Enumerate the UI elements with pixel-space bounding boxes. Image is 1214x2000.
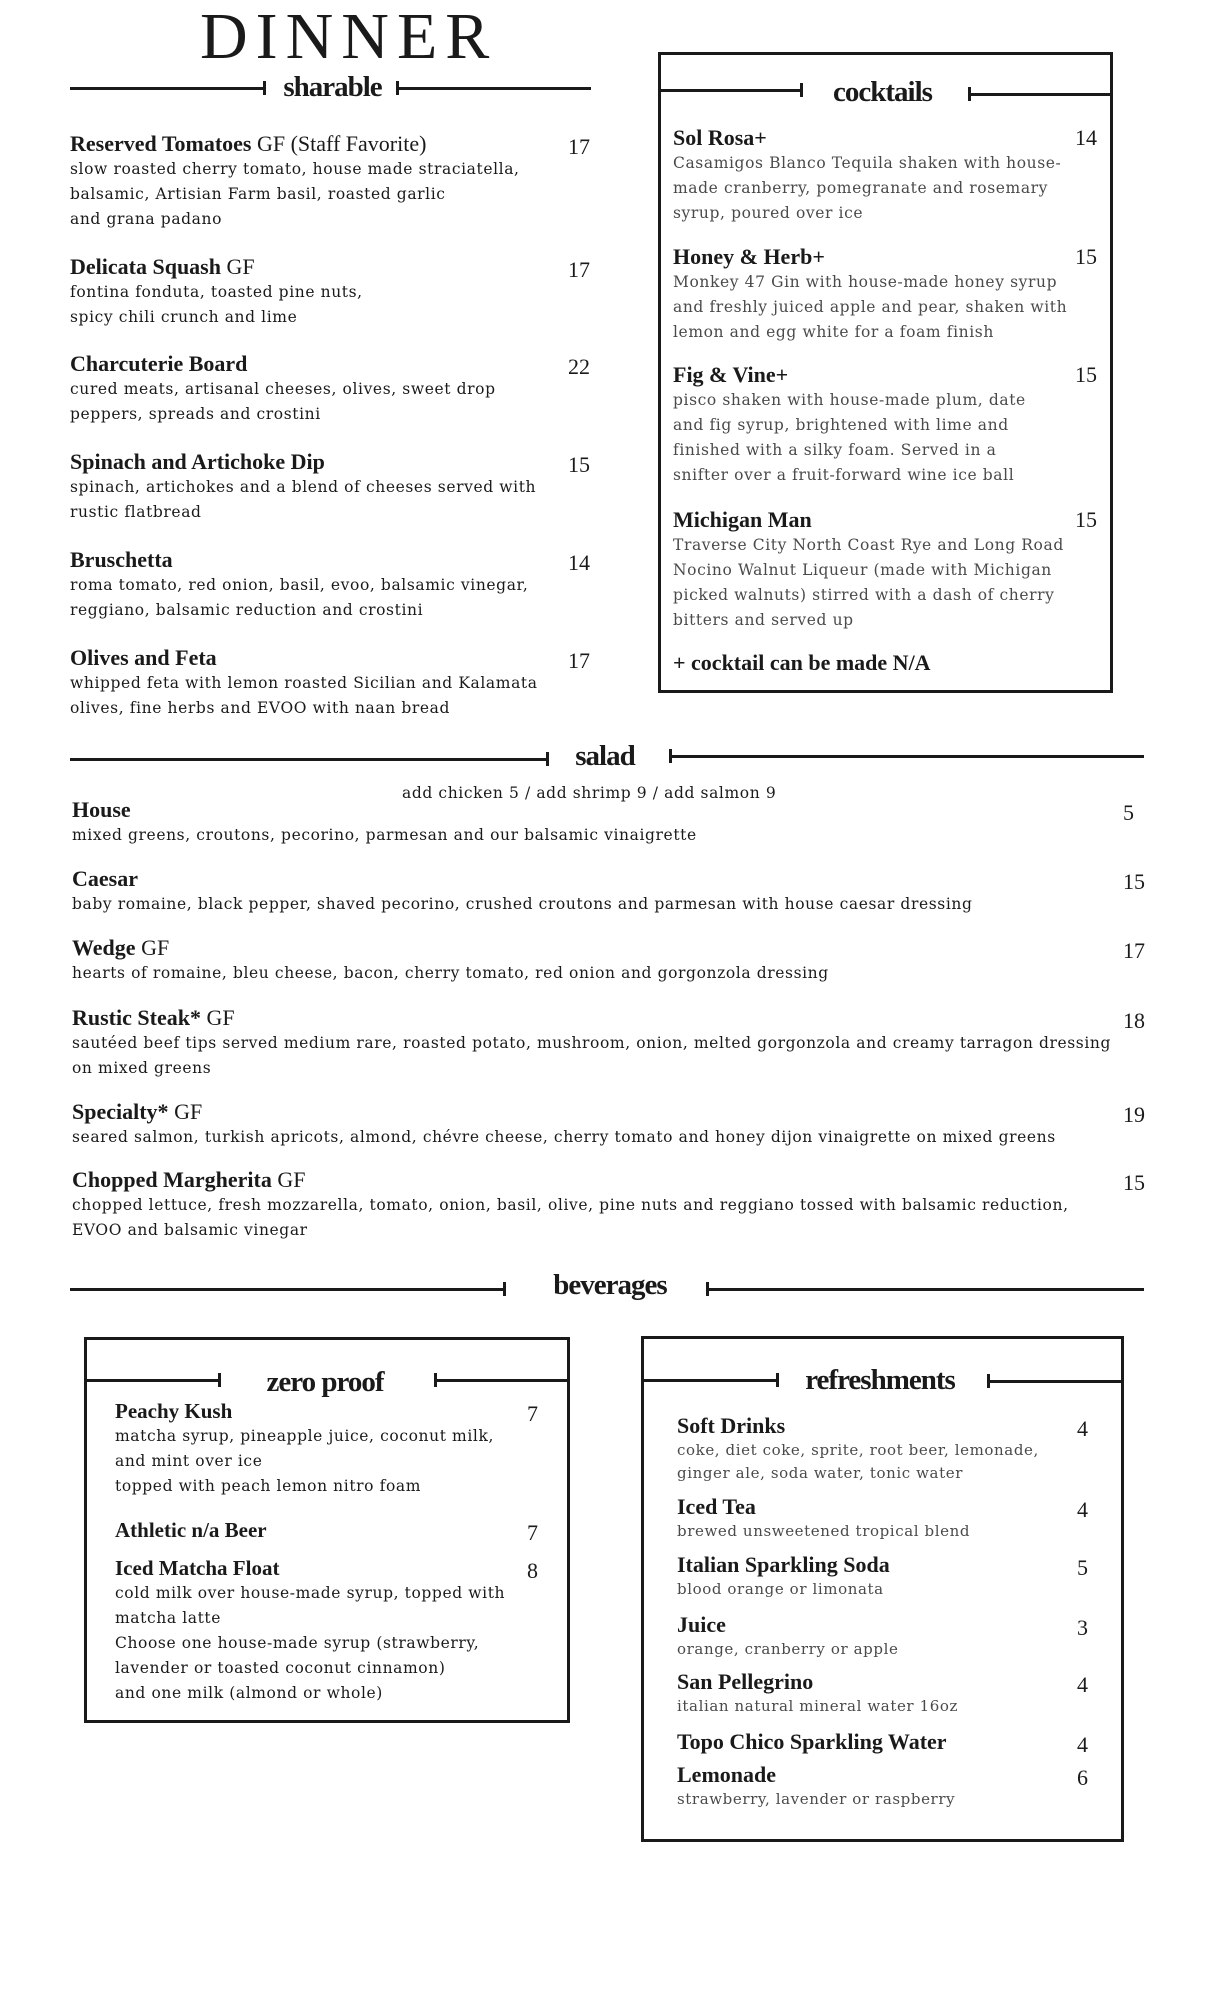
item-name	[115, 1555, 515, 1581]
salad-rule-right	[669, 755, 1144, 758]
item-price: 3	[1077, 1615, 1088, 1640]
item-desc-line: whipped feta with lemon roasted Sicilian and Kalamata	[70, 674, 538, 692]
item-desc-line: peppers, spreads and crostini	[70, 405, 321, 423]
menu-item	[72, 1099, 1132, 1150]
item-name-text: Topo Chico Sparkling Water	[677, 1729, 947, 1754]
item-price: 4	[1077, 1416, 1088, 1441]
item-price: 5	[1077, 1555, 1088, 1580]
item-price: 15	[1075, 507, 1097, 532]
menu-item	[677, 1494, 1097, 1543]
item-desc-line: blood orange or limonata	[677, 1580, 884, 1598]
sharable-rule-right	[396, 87, 591, 90]
menu-item	[70, 351, 590, 427]
item-name	[70, 131, 590, 157]
item-price: 5	[1123, 800, 1134, 825]
item-desc-line: fontina fonduta, toasted pine nuts,	[70, 283, 363, 301]
item-tag: GF (Staff Favorite)	[251, 131, 427, 156]
item-name	[115, 1517, 515, 1543]
cocktails-note: + cocktail can be made N/A	[673, 650, 931, 675]
item-name-text: Honey & Herb+	[673, 244, 825, 269]
item-desc-line: reggiano, balsamic reduction and crostini	[70, 601, 424, 619]
item-price: 17	[568, 257, 590, 282]
refreshments-rule-left	[641, 1379, 778, 1382]
item-desc-line: pisco shaken with house-made plum, date	[673, 391, 1026, 409]
cocktails-heading: cocktails	[833, 76, 932, 108]
item-name-text: House	[72, 797, 131, 822]
item-desc-line: cold milk over house-made syrup, topped with	[115, 1584, 506, 1602]
zero-proof-rule-left	[84, 1379, 220, 1382]
item-name-text: Iced Matcha Float	[115, 1556, 280, 1580]
item-name-text: Chopped Margherita	[72, 1167, 272, 1192]
item-name	[673, 125, 1093, 151]
item-desc-line: roma tomato, red onion, basil, evoo, balsamic vinegar,	[70, 576, 529, 594]
item-name-text: Athletic n/a Beer	[115, 1518, 267, 1542]
beverages-rule-left	[70, 1288, 505, 1291]
item-desc-line: balsamic, Artisian Farm basil, roasted garlic	[70, 185, 446, 203]
item-name	[70, 254, 590, 280]
item-name	[677, 1762, 1097, 1788]
item-desc-line: olives, fine herbs and EVOO with naan bread	[70, 699, 450, 717]
item-desc-line: baby romaine, black pepper, shaved pecorino, crushed croutons and parmesan with house caesar dressing	[72, 895, 973, 913]
item-desc-line: ginger ale, soda water, tonic water	[677, 1464, 963, 1482]
item-desc-line: hearts of romaine, bleu cheese, bacon, cherry tomato, red onion and gorgonzola dressing	[72, 964, 829, 982]
refreshments-rule-right	[987, 1380, 1124, 1383]
item-desc-line: lavender or toasted coconut cinnamon)	[115, 1659, 446, 1677]
item-name	[72, 1167, 1132, 1193]
menu-item	[677, 1612, 1097, 1661]
item-name-text: Iced Tea	[677, 1494, 756, 1519]
item-desc-line: picked walnuts) stirred with a dash of cherry	[673, 586, 1055, 604]
item-desc-line: Traverse City North Coast Rye and Long Road	[673, 536, 1064, 554]
item-price: 14	[1075, 125, 1097, 150]
item-desc-line: lemon and egg white for a foam finish	[673, 323, 994, 341]
beverages-rule-left-tick	[503, 1282, 506, 1296]
item-price: 4	[1077, 1497, 1088, 1522]
menu-item	[677, 1669, 1097, 1718]
item-name-text: Wedge	[72, 935, 136, 960]
item-desc-line: seared salmon, turkish apricots, almond, chévre cheese, cherry tomato and honey dijon vinaigrette on mixed greens	[72, 1128, 1056, 1146]
menu-item	[673, 507, 1093, 633]
salad-heading: salad	[575, 740, 635, 772]
item-desc-line: Casamigos Blanco Tequila shaken with house-	[673, 154, 1062, 172]
item-name	[677, 1729, 1097, 1755]
item-desc-line: spinach, artichokes and a blend of cheeses served with	[70, 478, 537, 496]
beverages-heading: beverages	[553, 1269, 667, 1301]
item-desc-line: and mint over ice	[115, 1452, 263, 1470]
item-price: 6	[1077, 1765, 1088, 1790]
item-name	[72, 1005, 1132, 1031]
item-desc-line: and fig syrup, brightened with lime and	[673, 416, 1009, 434]
menu-item	[677, 1413, 1097, 1485]
zero-proof-rule-right	[434, 1379, 570, 1382]
item-name-text: Bruschetta	[70, 547, 173, 572]
item-price: 22	[568, 354, 590, 379]
item-price: 15	[1075, 244, 1097, 269]
item-name	[115, 1398, 515, 1424]
item-name-text: Sol Rosa+	[673, 125, 767, 150]
item-price: 18	[1123, 1008, 1145, 1033]
item-name-text: Reserved Tomatoes	[70, 131, 252, 156]
cocktails-rule-right	[968, 93, 1113, 96]
item-desc-line: Monkey 47 Gin with house-made honey syrup	[673, 273, 1058, 291]
item-name	[72, 935, 1132, 961]
item-desc-line: spicy chili crunch and lime	[70, 308, 298, 326]
menu-item	[677, 1729, 1097, 1755]
sharable-rule-left	[70, 87, 265, 90]
item-desc-line: finished with a silky foam. Served in a	[673, 441, 997, 459]
item-price: 14	[568, 550, 590, 575]
item-name-text: Lemonade	[677, 1762, 776, 1787]
zero-proof-heading: zero proof	[266, 1366, 384, 1398]
menu-item	[72, 797, 1132, 848]
sharable-rule-left-tick	[263, 81, 266, 95]
item-price: 8	[527, 1558, 538, 1583]
item-price: 17	[568, 134, 590, 159]
item-desc-line: mixed greens, croutons, pecorino, parmesan and our balsamic vinaigrette	[72, 826, 697, 844]
item-name	[677, 1669, 1097, 1695]
item-name-text: Italian Sparkling Soda	[677, 1552, 890, 1577]
item-name-text: Caesar	[72, 866, 138, 891]
salad-addons: add chicken 5 / add shrimp 9 / add salmon 9	[402, 784, 777, 802]
item-price: 7	[527, 1520, 538, 1545]
item-name	[72, 797, 1132, 823]
item-price: 15	[1123, 1170, 1145, 1195]
item-name-text: Michigan Man	[673, 507, 812, 532]
item-price: 15	[1075, 362, 1097, 387]
item-desc-line: brewed unsweetened tropical blend	[677, 1522, 971, 1540]
item-price: 17	[568, 648, 590, 673]
item-tag: GF	[220, 254, 255, 279]
salad-rule-left	[70, 758, 548, 761]
item-desc-line: orange, cranberry or apple	[677, 1640, 899, 1658]
item-desc-line: syrup, poured over ice	[673, 204, 864, 222]
item-desc-line: chopped lettuce, fresh mozzarella, tomato, onion, basil, olive, pine nuts and reggiano tossed with balsamic reduction,	[72, 1196, 1069, 1214]
item-desc-line: and one milk (almond or whole)	[115, 1684, 383, 1702]
item-desc-line: topped with peach lemon nitro foam	[115, 1477, 422, 1495]
item-tag: GF	[168, 1099, 203, 1124]
salad-rule-left-tick	[546, 752, 549, 766]
item-desc-line: snifter over a fruit-forward wine ice ball	[673, 466, 1015, 484]
item-desc-line: cured meats, artisanal cheeses, olives, sweet drop	[70, 380, 496, 398]
item-desc-line: matcha syrup, pineapple juice, coconut milk,	[115, 1427, 494, 1445]
item-name	[673, 362, 1093, 388]
item-desc-line: Choose one house-made syrup (strawberry,	[115, 1634, 480, 1652]
item-desc-line: sautéed beef tips served medium rare, roasted potato, mushroom, onion, melted gorgonzola and creamy tarragon dressing	[72, 1034, 1112, 1052]
menu-item	[673, 244, 1093, 345]
menu-item	[115, 1398, 515, 1499]
item-name-text: Fig & Vine+	[673, 362, 789, 387]
menu-item	[72, 1167, 1132, 1243]
item-desc-line: EVOO and balsamic vinegar	[72, 1221, 308, 1239]
menu-item	[70, 645, 590, 721]
item-name	[673, 244, 1093, 270]
item-desc-line: slow roasted cherry tomato, house made straciatella,	[70, 160, 520, 178]
item-price: 4	[1077, 1672, 1088, 1697]
item-desc-line: on mixed greens	[72, 1059, 212, 1077]
item-name-text: Juice	[677, 1612, 726, 1637]
item-desc-line: bitters and served up	[673, 611, 854, 629]
item-price: 7	[527, 1401, 538, 1426]
item-name-text: Soft Drinks	[677, 1413, 786, 1438]
refreshments-rule-left-tick	[776, 1373, 779, 1387]
menu-item	[115, 1555, 515, 1706]
cocktails-rule-left	[658, 89, 802, 92]
item-name-text: Rustic Steak*	[72, 1005, 201, 1030]
item-name-text: Olives and Feta	[70, 645, 217, 670]
zero-proof-rule-left-tick	[218, 1373, 221, 1387]
item-desc-line: strawberry, lavender or raspberry	[677, 1790, 956, 1808]
item-name	[72, 1099, 1132, 1125]
item-tag: GF	[135, 935, 170, 960]
item-desc-line: coke, diet coke, sprite, root beer, lemonade,	[677, 1441, 1039, 1459]
item-name	[677, 1612, 1097, 1638]
menu-item	[673, 125, 1093, 226]
item-desc-line: and grana padano	[70, 210, 223, 228]
menu-item	[677, 1552, 1097, 1601]
item-name	[673, 507, 1093, 533]
item-desc-line: rustic flatbread	[70, 503, 202, 521]
menu-item	[70, 131, 590, 232]
item-price: 15	[568, 452, 590, 477]
item-desc-line: made cranberry, pomegranate and rosemary	[673, 179, 1049, 197]
item-name-text: Charcuterie Board	[70, 351, 248, 376]
menu-item	[673, 362, 1093, 488]
cocktails-rule-left-tick	[800, 83, 803, 97]
item-name	[70, 547, 590, 573]
refreshments-heading: refreshments	[805, 1364, 955, 1396]
menu-item	[72, 866, 1132, 917]
item-name	[70, 645, 590, 671]
item-name-text: Delicata Squash	[70, 254, 221, 279]
menu-item	[72, 935, 1132, 986]
item-desc-line: matcha latte	[115, 1609, 222, 1627]
item-name	[72, 866, 1132, 892]
menu-item	[115, 1517, 515, 1543]
item-name	[677, 1552, 1097, 1578]
menu-item	[72, 1005, 1132, 1081]
item-desc-line: italian natural mineral water 16oz	[677, 1697, 958, 1715]
item-name	[70, 449, 590, 475]
item-name	[677, 1494, 1097, 1520]
item-price: 17	[1123, 938, 1145, 963]
item-name	[70, 351, 590, 377]
item-name-text: San Pellegrino	[677, 1669, 814, 1694]
item-price: 4	[1077, 1732, 1088, 1757]
item-price: 19	[1123, 1102, 1145, 1127]
menu-item	[70, 254, 590, 330]
item-name-text: Specialty*	[72, 1099, 169, 1124]
sharable-heading: sharable	[283, 71, 382, 103]
item-name	[677, 1413, 1097, 1439]
item-tag: GF	[271, 1167, 306, 1192]
menu-item	[677, 1762, 1097, 1811]
item-name-text: Peachy Kush	[115, 1399, 233, 1423]
item-price: 15	[1123, 869, 1145, 894]
item-tag: GF	[200, 1005, 235, 1030]
page-title: DINNER	[200, 0, 498, 73]
menu-item	[70, 547, 590, 623]
beverages-rule-right	[706, 1288, 1144, 1291]
item-desc-line: Nocino Walnut Liqueur (made with Michigan	[673, 561, 1052, 579]
menu-item	[70, 449, 590, 525]
item-name-text: Spinach and Artichoke Dip	[70, 449, 325, 474]
item-desc-line: and freshly juiced apple and pear, shaken with	[673, 298, 1068, 316]
